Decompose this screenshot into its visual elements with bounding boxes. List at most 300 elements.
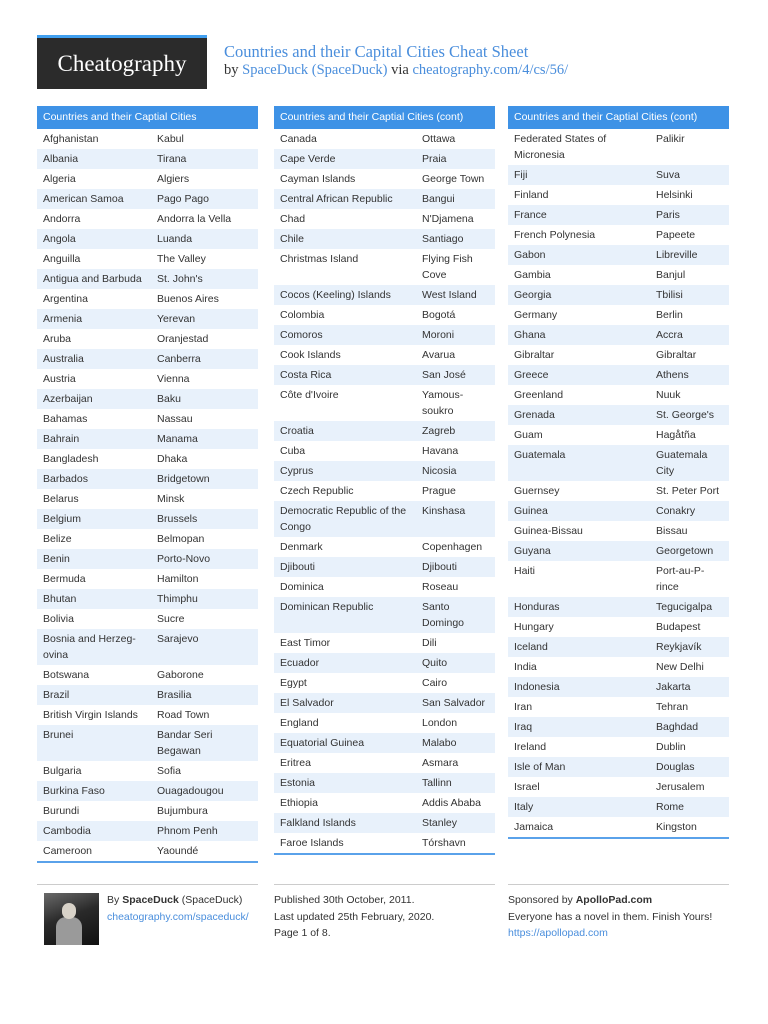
country-name: Cameroon <box>43 845 93 857</box>
country-name: Cyprus <box>274 461 416 481</box>
capital-name: Algiers <box>157 173 190 185</box>
capital-name: Belmopan <box>157 533 205 545</box>
table-row <box>508 385 729 405</box>
country-name: Egypt <box>280 677 307 689</box>
capital-name: Sucre <box>157 613 185 625</box>
capital-name: Tbilisi <box>650 285 729 305</box>
country-name: Azerbaijan <box>37 389 151 409</box>
country-name: Fiji <box>508 165 650 185</box>
column-1 <box>37 106 258 863</box>
country-name: Denmark <box>280 541 323 553</box>
table-row <box>274 693 495 713</box>
table-row <box>508 597 729 617</box>
footer-meta <box>274 884 495 942</box>
country-name: Guam <box>514 429 543 441</box>
table-row <box>274 577 495 597</box>
table-row <box>274 229 495 249</box>
capital-name: Flying Fish Cove <box>422 253 473 281</box>
capital-name: Conakry <box>650 501 729 521</box>
table-row <box>508 225 729 245</box>
capital-name: Havana <box>422 445 459 457</box>
table-row <box>37 509 258 529</box>
table-row <box>37 449 258 469</box>
table-row <box>508 677 729 697</box>
capital-name: Phnom Penh <box>151 821 258 841</box>
capital-name: London <box>422 717 458 729</box>
country-name: Isle of Man <box>508 757 650 777</box>
capital-name: Asmara <box>422 757 459 769</box>
footer-author-suffix: (SpaceDuck) <box>181 894 243 906</box>
capital-name: Thimphu <box>151 589 258 609</box>
country-name: East Timor <box>280 637 331 649</box>
table-row <box>37 489 258 509</box>
country-name: Greece <box>508 365 650 385</box>
capital-name: Athens <box>650 365 729 385</box>
table-row <box>274 813 495 833</box>
country-table <box>508 129 729 837</box>
column-heading: Countries and their Captial Cities (cont) <box>274 106 495 129</box>
country-name: Armenia <box>37 309 151 329</box>
country-name: Finland <box>514 189 549 201</box>
column-heading: Countries and their Captial Cities (cont) <box>508 106 729 129</box>
capital-name: Yamous-soukro <box>422 389 464 417</box>
capital-name: Cairo <box>422 677 448 689</box>
country-name: Democratic Republic of the Congo <box>274 501 416 537</box>
capital-name: Dublin <box>656 741 686 753</box>
capital-name: Sofia <box>157 765 181 777</box>
capital-name: Papeete <box>656 229 696 241</box>
capital-name: Yaoundé <box>157 845 199 857</box>
capital-name: Georgetown <box>650 541 729 561</box>
capital-name: Prague <box>422 485 456 497</box>
capital-name: Berlin <box>656 309 683 321</box>
country-name: Gabon <box>508 245 650 265</box>
country-name: Aruba <box>43 333 72 345</box>
table-row <box>274 793 495 813</box>
country-name: Iraq <box>508 717 650 737</box>
country-name: Ecuador <box>274 653 416 673</box>
capital-name: St. Peter Port <box>656 485 720 497</box>
table-row <box>508 561 729 597</box>
table-row <box>508 365 729 385</box>
table-row <box>37 841 258 861</box>
country-name: Cocos (Keeling) Islands <box>274 285 416 305</box>
capital-name: Gaborone <box>157 669 204 681</box>
author-link[interactable]: SpaceDuck (SpaceDuck) <box>242 62 388 78</box>
table-row <box>37 665 258 685</box>
country-name: Bahamas <box>43 413 88 425</box>
capital-name: Tirana <box>151 149 258 169</box>
table-row <box>37 725 258 761</box>
page-title[interactable]: Countries and their Capital Cities Cheat Sheet <box>224 42 529 61</box>
table-row <box>37 761 258 781</box>
capital-name: Nassau <box>157 413 193 425</box>
country-name: Brunei <box>37 725 151 761</box>
capital-name: Nicosia <box>416 461 495 481</box>
country-name: Djibouti <box>274 557 416 577</box>
table-row <box>37 549 258 569</box>
capital-name: Douglas <box>650 757 729 777</box>
capital-name: The Valley <box>157 253 206 265</box>
table-row <box>37 269 258 289</box>
country-name: Bosnia and Herzeg-ovina <box>37 629 151 665</box>
country-name: Jamaica <box>514 821 554 833</box>
capital-name: N'Djamena <box>422 213 474 225</box>
table-row <box>508 697 729 717</box>
table-row <box>37 349 258 369</box>
table-row <box>508 165 729 185</box>
table-row <box>37 821 258 841</box>
country-name: Belize <box>43 533 72 545</box>
capital-name: Dhaka <box>157 453 188 465</box>
avatar-head <box>62 903 76 919</box>
country-name: India <box>514 661 537 673</box>
country-name: Eritrea <box>280 757 311 769</box>
country-name: El Salvador <box>274 693 416 713</box>
country-name: Antigua and Barbuda <box>37 269 151 289</box>
column-divider <box>274 853 495 855</box>
table-row <box>274 673 495 693</box>
table-row <box>274 653 495 673</box>
table-row <box>37 569 258 589</box>
sponsor-link[interactable]: https://apollopad.com <box>508 927 608 939</box>
capital-name: Paris <box>650 205 729 225</box>
table-row <box>508 737 729 757</box>
capital-name: San Salvador <box>416 693 495 713</box>
country-name: Dominican Republic <box>274 597 416 633</box>
table-row <box>508 325 729 345</box>
capital-name: Rome <box>650 797 729 817</box>
footer-author-name[interactable]: SpaceDuck <box>122 894 179 906</box>
table-row <box>508 777 729 797</box>
table-row <box>508 185 729 205</box>
capital-name: Bandar Seri Begawan <box>151 725 258 761</box>
capital-name: Tehran <box>656 701 689 713</box>
capital-name: Zagreb <box>416 421 495 441</box>
country-name: Benin <box>37 549 151 569</box>
country-name: Angola <box>37 229 151 249</box>
table-row <box>508 305 729 325</box>
table-row <box>37 369 258 389</box>
country-name: Bermuda <box>43 573 86 585</box>
capital-name: Baghdad <box>650 717 729 737</box>
country-name: Canada <box>280 133 317 145</box>
country-name: Haiti <box>514 565 536 577</box>
table-row <box>274 285 495 305</box>
capital-name: Nuuk <box>656 389 681 401</box>
country-name: Australia <box>37 349 151 369</box>
table-row <box>37 249 258 269</box>
table-row <box>274 209 495 229</box>
country-name: French Polynesia <box>514 229 596 241</box>
column-2 <box>274 106 495 855</box>
country-name: Bulgaria <box>43 765 82 777</box>
capital-name: Baku <box>151 389 258 409</box>
country-name: Faroe Islands <box>280 837 344 849</box>
country-name: Iran <box>514 701 533 713</box>
table-row <box>274 129 495 149</box>
footer-by: By <box>107 894 120 906</box>
page-number: Page 1 of 8. <box>274 927 331 939</box>
capital-name: Malabo <box>416 733 495 753</box>
capital-name: Dili <box>422 637 437 649</box>
table-row <box>37 705 258 725</box>
capital-name: Sarajevo <box>151 629 258 665</box>
capital-name: Manama <box>151 429 258 449</box>
table-row <box>508 817 729 837</box>
column-heading: Countries and their Captial Cities <box>37 106 258 129</box>
capital-name: Ouagadougou <box>151 781 258 801</box>
capital-name: Gibraltar <box>656 349 697 361</box>
capital-name: Guatemala City <box>650 445 729 481</box>
country-name: Hungary <box>514 621 554 633</box>
capital-name: Stanley <box>416 813 495 833</box>
table-row <box>274 249 495 285</box>
country-name: Gibraltar <box>514 349 555 361</box>
capital-name: Banjul <box>656 269 686 281</box>
table-row <box>37 169 258 189</box>
table-row <box>37 209 258 229</box>
capital-name: Kingston <box>656 821 697 833</box>
capital-name: Avarua <box>422 349 456 361</box>
country-name: Chad <box>280 213 306 225</box>
country-name: Iceland <box>508 637 650 657</box>
country-name: Guinea-Bissau <box>514 525 583 537</box>
country-name: Christmas Island <box>280 253 359 265</box>
column-divider <box>37 861 258 863</box>
country-name: Belgium <box>37 509 151 529</box>
capital-name: Addis Ababa <box>422 797 481 809</box>
table-row <box>274 597 495 633</box>
country-name: Equatorial Guinea <box>274 733 416 753</box>
capital-name: St. George's <box>650 405 729 425</box>
published-date: Published 30th October, 2011. <box>274 894 415 906</box>
table-row <box>508 521 729 541</box>
country-name: Guatemala <box>508 445 650 481</box>
table-row <box>508 757 729 777</box>
table-row <box>508 425 729 445</box>
byline <box>224 62 568 79</box>
table-row <box>37 309 258 329</box>
capital-name: Brasilia <box>151 685 258 705</box>
capital-name: Canberra <box>151 349 258 369</box>
table-row <box>274 833 495 853</box>
table-row <box>508 637 729 657</box>
table-row <box>274 421 495 441</box>
country-name: Guyana <box>508 541 650 561</box>
footer-sponsor <box>508 884 729 942</box>
country-name: England <box>280 717 319 729</box>
table-row <box>37 529 258 549</box>
country-name: Ethiopia <box>280 797 318 809</box>
country-table <box>37 129 258 861</box>
page-header <box>37 35 737 91</box>
table-row <box>274 305 495 325</box>
country-name: Gambia <box>514 269 551 281</box>
avatar[interactable] <box>44 893 99 945</box>
table-row <box>274 753 495 773</box>
country-name: Greenland <box>514 389 564 401</box>
country-name: Grenada <box>508 405 650 425</box>
country-name: Indonesia <box>508 677 650 697</box>
table-row <box>274 441 495 461</box>
country-name: Barbados <box>37 469 151 489</box>
capital-name: Tórshavn <box>422 837 466 849</box>
table-row <box>508 501 729 521</box>
updated-date: Last updated 25th February, 2020. <box>274 910 435 923</box>
table-row <box>37 129 258 149</box>
capital-name: Reykjavík <box>650 637 729 657</box>
country-name: Israel <box>514 781 540 793</box>
table-row <box>274 461 495 481</box>
capital-name: Bangui <box>416 189 495 209</box>
capital-name: San José <box>416 365 495 385</box>
country-name: Andorra <box>43 213 81 225</box>
table-row <box>37 801 258 821</box>
capital-name: George Town <box>422 173 485 185</box>
sponsor-name[interactable]: ApolloPad.com <box>575 894 653 906</box>
country-name: Federated States of Micronesia <box>514 133 607 161</box>
capital-name: Bujumbura <box>157 805 208 817</box>
table-row <box>37 289 258 309</box>
table-row <box>37 329 258 349</box>
table-row <box>508 481 729 501</box>
capital-name: Vienna <box>157 373 190 385</box>
country-name: Cook Islands <box>280 349 341 361</box>
table-row <box>508 265 729 285</box>
capital-name: Luanda <box>151 229 258 249</box>
sheet-url-link[interactable]: cheatography.com/4/cs/56/ <box>412 62 569 78</box>
table-row <box>274 537 495 557</box>
table-row <box>508 345 729 365</box>
country-name: France <box>508 205 650 225</box>
capital-name: Andorra la Vella <box>157 213 232 225</box>
capital-name: Moroni <box>416 325 495 345</box>
country-name: Estonia <box>274 773 416 793</box>
country-name: British Virgin Islands <box>43 709 138 721</box>
table-row <box>274 365 495 385</box>
capital-name: West Island <box>416 285 495 305</box>
country-name: Botswana <box>43 669 90 681</box>
country-name: Algeria <box>43 173 76 185</box>
table-row <box>37 409 258 429</box>
country-name: Czech Republic <box>280 485 354 497</box>
table-row <box>508 541 729 561</box>
capital-name: Yerevan <box>151 309 258 329</box>
author-info <box>107 892 267 925</box>
cheatography-logo[interactable]: Cheatography <box>37 35 207 89</box>
byline-via: via <box>391 62 409 78</box>
capital-name: Porto-Novo <box>151 549 258 569</box>
capital-name: Port-au-P-rince <box>656 565 705 593</box>
column-divider <box>508 837 729 839</box>
capital-name: Ottawa <box>422 133 456 145</box>
table-row <box>274 481 495 501</box>
country-name: Anguilla <box>43 253 81 265</box>
capital-name: Oranjestad <box>157 333 209 345</box>
table-row <box>274 733 495 753</box>
country-name: Côte d'Ivoire <box>280 389 339 401</box>
capital-name: Brussels <box>151 509 258 529</box>
table-row <box>37 429 258 449</box>
author-profile-link[interactable]: cheatography.com/spaceduck/ <box>107 910 249 923</box>
table-row <box>508 129 729 165</box>
capital-name: Santo Domingo <box>416 597 495 633</box>
table-row <box>274 345 495 365</box>
country-name: Guernsey <box>514 485 560 497</box>
table-row <box>508 657 729 677</box>
capital-name: Djibouti <box>416 557 495 577</box>
capital-name: Jerusalem <box>656 781 705 793</box>
table-row <box>508 285 729 305</box>
table-row <box>508 617 729 637</box>
capital-name: Kinshasa <box>416 501 495 537</box>
country-name: Ghana <box>508 325 650 345</box>
country-name: Brazil <box>37 685 151 705</box>
country-name: Georgia <box>508 285 650 305</box>
capital-name: Minsk <box>157 493 185 505</box>
country-name: Afghanistan <box>43 133 99 145</box>
table-row <box>37 229 258 249</box>
capital-name: New Delhi <box>656 661 704 673</box>
table-row <box>508 717 729 737</box>
table-row <box>274 385 495 421</box>
table-row <box>274 189 495 209</box>
country-name: Albania <box>37 149 151 169</box>
capital-name: Hagåtña <box>656 429 696 441</box>
capital-name: Tallinn <box>416 773 495 793</box>
country-name: Belarus <box>43 493 79 505</box>
table-row <box>37 189 258 209</box>
country-name: Austria <box>43 373 76 385</box>
country-name: Comoros <box>274 325 416 345</box>
country-table <box>274 129 495 853</box>
capital-name: Kabul <box>157 133 184 145</box>
capital-name: Roseau <box>422 581 459 593</box>
table-row <box>274 501 495 537</box>
capital-name: Palikir <box>656 133 685 145</box>
table-row <box>508 445 729 481</box>
country-name: Ireland <box>514 741 547 753</box>
capital-name: Quito <box>416 653 495 673</box>
capital-name: Jakarta <box>650 677 729 697</box>
table-row <box>37 469 258 489</box>
capital-name: Bissau <box>656 525 688 537</box>
table-row <box>37 609 258 629</box>
capital-name: Libreville <box>650 245 729 265</box>
table-row <box>508 797 729 817</box>
country-name: Burkina Faso <box>37 781 151 801</box>
table-row <box>508 205 729 225</box>
table-row <box>274 713 495 733</box>
capital-name: Buenos Aires <box>157 293 219 305</box>
country-name: Bolivia <box>43 613 74 625</box>
country-name: Dominica <box>280 581 324 593</box>
avatar-figure <box>56 917 82 945</box>
country-name: Cayman Islands <box>280 173 356 185</box>
capital-name: Budapest <box>656 621 701 633</box>
country-name: Bangladesh <box>43 453 99 465</box>
country-name: Central African Republic <box>274 189 416 209</box>
table-row <box>274 557 495 577</box>
capital-name: Santiago <box>416 229 495 249</box>
table-row <box>274 633 495 653</box>
table-row <box>274 325 495 345</box>
table-row <box>37 781 258 801</box>
capital-name: Road Town <box>157 709 210 721</box>
country-name: Bahrain <box>37 429 151 449</box>
country-name: Argentina <box>43 293 88 305</box>
